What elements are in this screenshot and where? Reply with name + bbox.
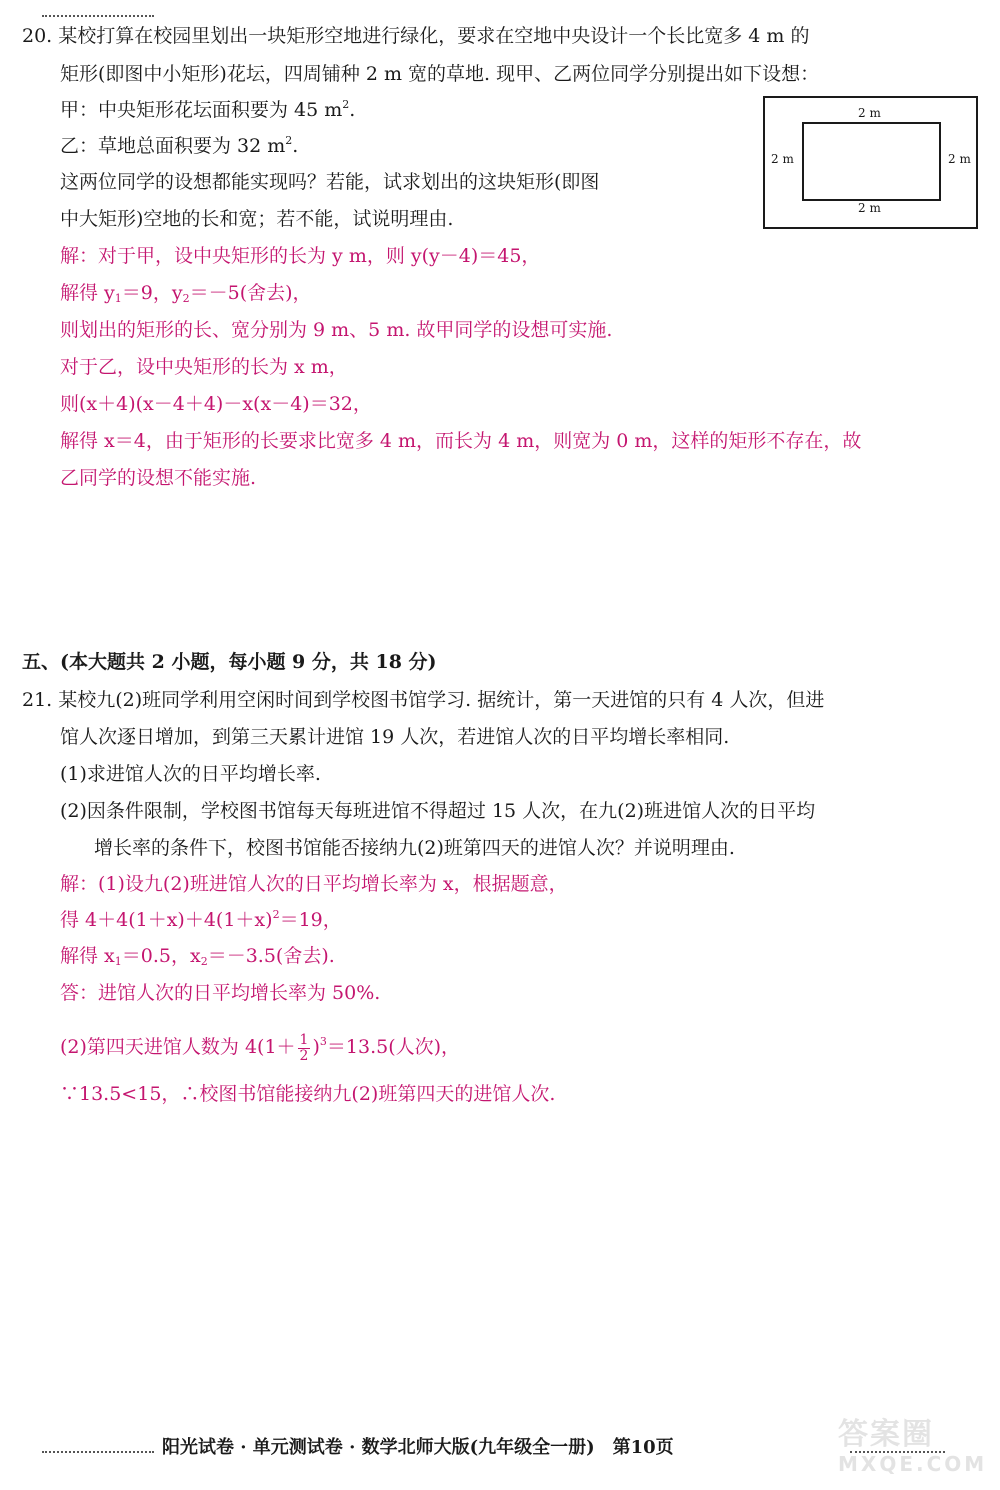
- q20-answer-line5: 则(x＋4)(x－4＋4)－x(x－4)＝32，: [60, 393, 372, 415]
- footer-title: 阳光试卷 · 单元测试卷 · 数学北师大版(九年级全一册) 第10页: [162, 1437, 674, 1458]
- q20-answer-line3: 则划出的矩形的长、宽分别为 9 m、5 m. 故甲同学的设想可实施.: [60, 319, 613, 341]
- q20-line2: 矩形(即图中小矩形)花坛，四周铺种 2 m 宽的草地. 现甲、乙两位同学分别提出如下设想：: [60, 63, 820, 85]
- figure-label-bottom: 2 m: [858, 201, 881, 215]
- q20-answer-line1: 解：对于甲，设中央矩形的长为 y m，则 y(y－4)＝45，: [60, 245, 541, 267]
- q20-jia: 甲：中央矩形花坛面积要为 45 $m^2$.: [60, 98, 356, 121]
- q20-yi: 乙：草地总面积要为 32 $m^2$.: [60, 134, 299, 157]
- figure-label-top: 2 m: [858, 106, 881, 120]
- watermark-logo: [838, 1418, 988, 1484]
- footer-dots-left-line: [42, 1451, 154, 1453]
- q21-answer-line5: (2)第四天进馆人数为 4(1＋ $\frac{1}{2}$ )$^3$＝13.5(人次)，: [60, 1031, 461, 1064]
- figure-label-right: 2 m: [948, 152, 971, 166]
- inner-rectangle: [802, 122, 941, 201]
- q21-answer-line1: 解：(1)设九(2)班进馆人次的日平均增长率为 x，根据题意，: [60, 873, 568, 895]
- q21-line2: 馆人次逐日增加，到第三天累计进馆 19 人次，若进馆人次的日平均增长率相同.: [60, 726, 730, 748]
- watermark-top-text: 答案圈: [838, 1417, 934, 1452]
- q20-answer-line7: 乙同学的设想不能实施.: [60, 467, 257, 489]
- q21-answer-line6: ∵13.5<15，∴校图书馆能接纳九(2)班第四天的进馆人次.: [60, 1083, 556, 1105]
- footer-dots-left: [42, 15, 154, 17]
- q20-answer-line4: 对于乙，设中央矩形的长为 x m，: [60, 356, 348, 378]
- fraction-one-half: $\frac{1}{2}$: [299, 1031, 309, 1064]
- q20-answer-line2: 解得 $y_1=9$，$y_2=-5$(舍去)，: [60, 282, 312, 305]
- q21-part2-line2: 增长率的条件下，校图书馆能否接纳九(2)班第四天的进馆人次？并说明理由.: [94, 837, 735, 859]
- q21-part1: (1)求进馆人次的日平均增长率.: [60, 763, 321, 785]
- q20-line5: 这两位同学的设想都能实现吗？若能，试求划出的这块矩形(即图: [60, 171, 600, 193]
- section-five-heading: 五、(本大题共 2 小题，每小题 9 分，共 18 分): [22, 651, 437, 673]
- figure-label-left: 2 m: [771, 152, 794, 166]
- q21-part2-line1: (2)因条件限制，学校图书馆每天每班进馆不得超过 15 人次，在九(2)班进馆人次的日平均: [60, 800, 816, 822]
- q20-answer-line6: 解得 x＝4，由于矩形的长要求比宽多 4 m，而长为 4 m，则宽为 0 m，这样的矩形不存在，故: [60, 430, 862, 452]
- q21-answer-line2: 得 $4+4(1+x)+4(1+x)^2=19$，: [60, 908, 342, 931]
- q21-answer-line3: 解得 $x_1=0.5$，$x_2=-3.5$(舍去).: [60, 945, 335, 968]
- q21-line1: 21. 某校九(2)班同学利用空闲时间到学校图书馆学习. 据统计，第一天进馆的只有 4 人次，但进: [22, 689, 825, 711]
- q21-answer-line4: 答：进馆人次的日平均增长率为 50%.: [60, 982, 381, 1004]
- q20-line1: 20. 某校打算在校园里划出一块矩形空地进行绿化，要求在空地中央设计一个长比宽多 4 m 的: [22, 25, 810, 47]
- watermark-bottom-text: MXQE.COM: [838, 1452, 988, 1476]
- q20-line6: 中大矩形)空地的长和宽；若不能，试说明理由.: [60, 208, 454, 230]
